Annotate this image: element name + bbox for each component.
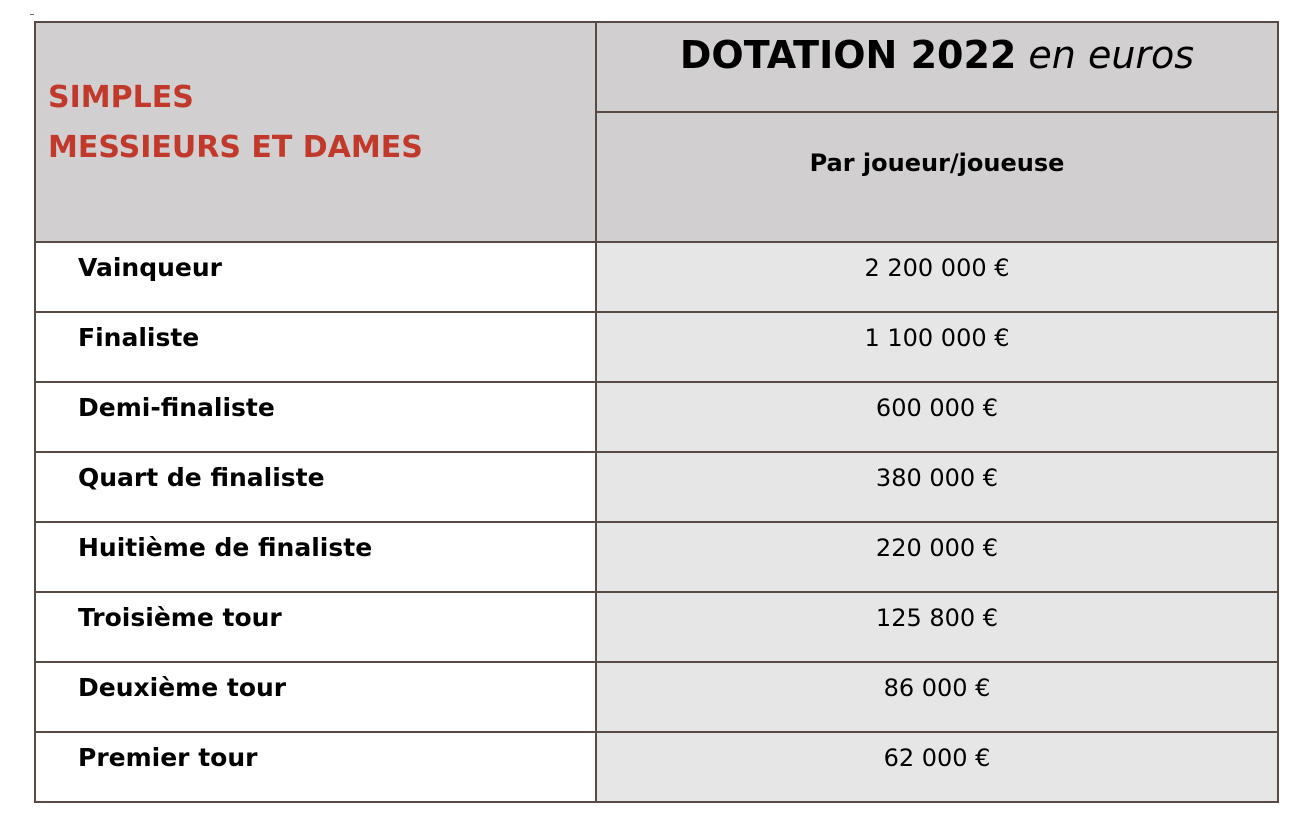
round-label: Vainqueur (78, 253, 222, 282)
category-line-2: MESSIEURS ET DAMES (48, 130, 423, 165)
prize-value: 380 000 € (875, 464, 999, 492)
corner-mark (30, 14, 34, 15)
prize-cell (596, 382, 1278, 452)
title-unit: en euros (1028, 33, 1195, 77)
round-cell (35, 662, 596, 732)
subheader-cell (596, 112, 1278, 242)
prize-value: 600 000 € (875, 394, 999, 422)
round-cell (35, 242, 596, 312)
round-label: Huitième de finaliste (78, 533, 373, 562)
round-label: Demi-finaliste (78, 393, 275, 422)
prize-table (34, 21, 1279, 803)
table-row (35, 312, 1278, 382)
table-row (35, 522, 1278, 592)
table-row (35, 732, 1278, 802)
round-cell (35, 592, 596, 662)
prize-value: 125 800 € (875, 604, 999, 632)
table-header-row (35, 22, 1278, 112)
round-label: Troisième tour (78, 603, 282, 632)
prize-value: 62 000 € (883, 744, 991, 772)
round-cell (35, 452, 596, 522)
prize-cell (596, 522, 1278, 592)
prize-cell (596, 662, 1278, 732)
prize-value: 2 200 000 € (864, 254, 1010, 282)
round-cell (35, 312, 596, 382)
round-label: Quart de finaliste (78, 463, 325, 492)
round-label: Premier tour (78, 743, 258, 772)
table-row (35, 382, 1278, 452)
prize-cell (596, 312, 1278, 382)
prize-cell (596, 732, 1278, 802)
prize-value: 86 000 € (883, 674, 991, 702)
table-row (35, 592, 1278, 662)
round-cell (35, 732, 596, 802)
table-title (597, 23, 1277, 77)
round-label: Finaliste (78, 323, 200, 352)
prize-value: 1 100 000 € (864, 324, 1010, 352)
prize-cell (596, 452, 1278, 522)
prize-value: 220 000 € (875, 534, 999, 562)
title-strong: DOTATION 2022 (679, 33, 1017, 77)
round-cell (35, 522, 596, 592)
round-label: Deuxième tour (78, 673, 287, 702)
table-row (35, 242, 1278, 312)
prize-cell (596, 592, 1278, 662)
round-cell (35, 382, 596, 452)
title-header-cell (596, 22, 1278, 112)
category-line-1: SIMPLES (48, 80, 194, 115)
subheader-label: Par joueur/joueuse (809, 149, 1065, 177)
table-row (35, 662, 1278, 732)
category-header-cell (35, 22, 596, 242)
table-row (35, 452, 1278, 522)
prize-cell (596, 242, 1278, 312)
